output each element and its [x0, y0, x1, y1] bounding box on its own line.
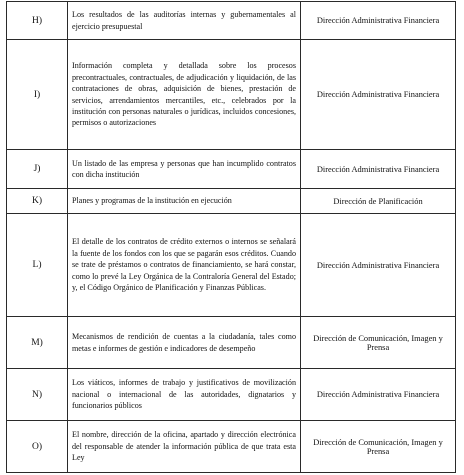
table-row: [7, 214, 456, 317]
row-description: Planes y programas de la institución en ejecución: [68, 189, 301, 214]
row-letter: J): [7, 150, 68, 189]
row-description: Información completa y detallada sobre los procesos precontractuales, contractuales, de adjudicación y liquidación, de las contrataciones de obras, adquisición de bienes, prestación de servicios, arrendamientos mercantiles, etc., celebrados por la institución con personas naturales o jurídicas, incluidos concesiones, permisos o autorizaciones: [68, 40, 301, 150]
table-row: [7, 317, 456, 369]
row-responsible-unit: Dirección Administrativa Financiera: [301, 2, 456, 40]
table-row: [7, 150, 456, 189]
table-row: [7, 369, 456, 421]
row-responsible-unit: Dirección de Planificación: [301, 189, 456, 214]
table-row: [7, 40, 456, 150]
row-letter: K): [7, 189, 68, 214]
row-responsible-unit: Dirección Administrativa Financiera: [301, 40, 456, 150]
information-table: [6, 1, 456, 473]
row-letter: O): [7, 421, 68, 473]
table-row: [7, 189, 456, 214]
row-description: Mecanismos de rendición de cuentas a la ciudadanía, tales como metas e informes de gestión e indicadores de desempeño: [68, 317, 301, 369]
row-responsible-unit: Dirección Administrativa Financiera: [301, 214, 456, 317]
row-letter: N): [7, 369, 68, 421]
row-description: El detalle de los contratos de crédito externos o internos se señalará la fuente de los fondos con los que se pagarán esos créditos. Cuando se trate de préstamos o contratos de financiamiento, se hará constar, como lo prevé la Ley Orgánica de la Contraloría General del Estado; y, el Código Orgánico de Planificación y Finanzas Públicas.: [68, 214, 301, 317]
row-letter: H): [7, 2, 68, 40]
row-description: El nombre, dirección de la oficina, apartado y dirección electrónica del responsable de atender la información pública de que trata esta Ley: [68, 421, 301, 473]
row-responsible-unit: Dirección Administrativa Financiera: [301, 369, 456, 421]
row-letter: I): [7, 40, 68, 150]
row-letter: M): [7, 317, 68, 369]
row-description: Los viáticos, informes de trabajo y justificativos de movilización nacional o internacional de las autoridades, dignatarios y funcionarios públicos: [68, 369, 301, 421]
table-row: [7, 421, 456, 473]
row-responsible-unit: Dirección Administrativa Financiera: [301, 150, 456, 189]
row-letter: L): [7, 214, 68, 317]
row-responsible-unit: Dirección de Comunicación, Imagen y Prensa: [301, 421, 456, 473]
row-responsible-unit: Dirección de Comunicación, Imagen y Prensa: [301, 317, 456, 369]
table-row: [7, 2, 456, 40]
row-description: Los resultados de las auditorías internas y gubernamentales al ejercicio presupuestal: [68, 2, 301, 40]
row-description: Un listado de las empresa y personas que han incumplido contratos con dicha institución: [68, 150, 301, 189]
